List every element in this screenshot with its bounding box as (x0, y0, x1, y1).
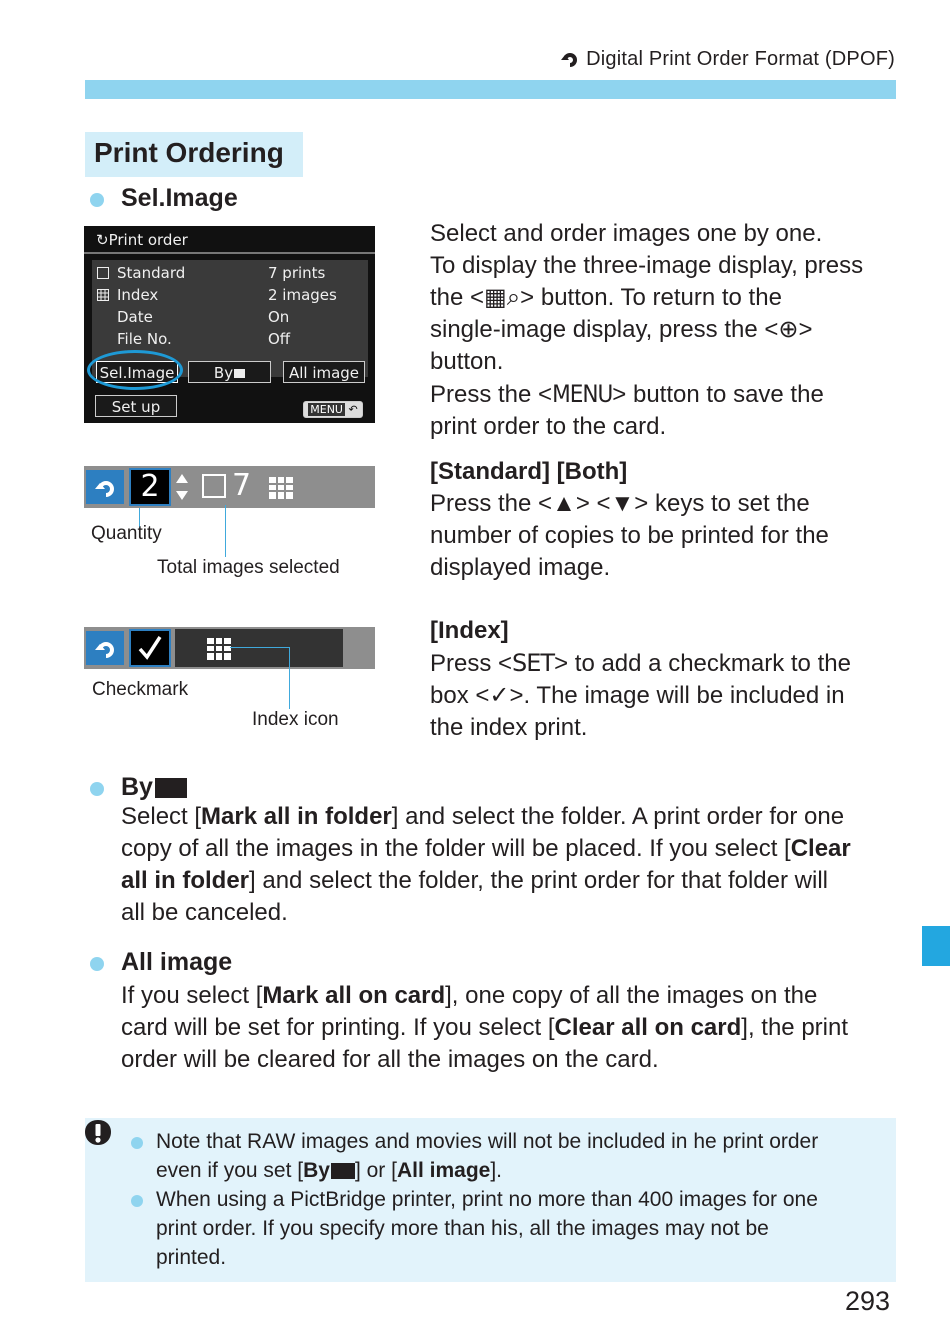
all-image-text: If you select [Mark all on card], one copy of all the images on the card will be set for printing. If you select [Clear all on card], the print order will be cleared for all the images on the card. (121, 982, 849, 1073)
by-folder-button[interactable]: By (188, 361, 271, 383)
lcd-row-index: Index 2 images (92, 284, 368, 306)
bullet-icon (90, 782, 104, 796)
menu-back-button[interactable]: MENU ↶ (303, 401, 363, 418)
bullet-icon (90, 957, 104, 971)
page-number: 293 (845, 1286, 891, 1316)
checkmark-icon (131, 631, 169, 665)
up-key-icon: ▲ (552, 490, 576, 517)
index-display (84, 627, 375, 669)
folder-icon (234, 369, 245, 378)
checkmark-label: Checkmark (92, 679, 189, 700)
index-icon (268, 476, 294, 500)
total-images-icon (202, 474, 226, 498)
caution-icon (84, 1119, 112, 1147)
set-key: SET (512, 649, 555, 677)
standard-text: [Standard] [Both] Press the <▲> <▼> keys to set the number of copies to be printed for the displayed image. (430, 458, 829, 581)
bullet-icon (131, 1137, 143, 1149)
sel-image-heading: Sel.Image (121, 184, 238, 212)
bullet-icon (90, 193, 104, 207)
print-order-screen (84, 226, 375, 423)
print-order-icon: ↻ (96, 231, 109, 249)
all-image-button[interactable]: All image (283, 361, 365, 383)
lcd-title: ↻Print order (84, 226, 375, 254)
highlight-ellipse (87, 350, 183, 390)
folder-icon (331, 1163, 355, 1179)
index-strip (175, 629, 343, 667)
index-icon (97, 289, 109, 301)
quantity-label: Quantity (91, 523, 162, 544)
header-title: Digital Print Order Format (DPOF) (586, 48, 895, 70)
callout-line (289, 647, 290, 709)
sel-image-button[interactable]: Sel.Image (96, 361, 178, 383)
header-bar (85, 80, 896, 99)
total-images-value: 7 (232, 468, 252, 503)
total-images-label: Total images selected (157, 557, 340, 578)
up-down-arrows-icon (174, 472, 190, 502)
all-image-heading: All image (121, 948, 233, 976)
callout-line (225, 505, 226, 557)
standard-icon (97, 267, 109, 279)
by-folder-heading: By (121, 773, 187, 802)
set-up-button[interactable]: Set up (95, 395, 177, 417)
callout-line (230, 647, 290, 648)
print-order-icon (86, 631, 124, 665)
note-item-1: Note that RAW images and movies will not be included in he print order even if you set [ By ] or [ All image ]. (156, 1130, 819, 1182)
menu-key: MENU (552, 380, 613, 408)
checkmark-icon: ✓ (489, 682, 510, 709)
chapter-tab (922, 926, 950, 966)
folder-icon (155, 778, 187, 798)
print-order-icon (86, 470, 124, 504)
lcd-row-standard: Standard 7 prints (92, 262, 368, 284)
checkmark-box (129, 629, 171, 667)
index-icon (206, 637, 232, 661)
bullet-icon (131, 1195, 143, 1207)
by-folder-text: Select [Mark all in folder] and select the folder. A print order for one copy of all the images in the folder will be placed. If you select [Clear all in folder] and select the folder, the print order for that folder will all be canceled. (121, 803, 851, 926)
section-title: Print Ordering (85, 132, 303, 177)
sel-image-text: Select and order images one by one. To display the three-image display, press the <▦⌕> button. To return to the single-image display, press the <⊕> button. Press the <MENU> button to save the print order to the card. (430, 220, 864, 440)
index-zoom-out-icon: ▦⌕ (484, 284, 521, 311)
index-icon-label: Index icon (252, 709, 339, 730)
lcd-row-date: Date On (117, 308, 290, 326)
print-order-icon (560, 50, 580, 70)
quantity-value: 2 (129, 468, 171, 506)
down-key-icon: ▼ (610, 490, 635, 517)
zoom-in-icon: ⊕ (778, 316, 799, 343)
index-text: [Index] Press <SET> to add a checkmark to the box <✓>. The image will be included in the index print. (430, 617, 851, 741)
quantity-display (84, 466, 375, 508)
note-item-2: When using a PictBridge printer, print no more than 400 images for one print order. If you specify more than his, all the images may not be printed. (156, 1188, 818, 1269)
running-header (560, 48, 895, 71)
lcd-row-file-no: File No. Off (117, 330, 291, 348)
return-icon: ↶ (348, 403, 358, 416)
